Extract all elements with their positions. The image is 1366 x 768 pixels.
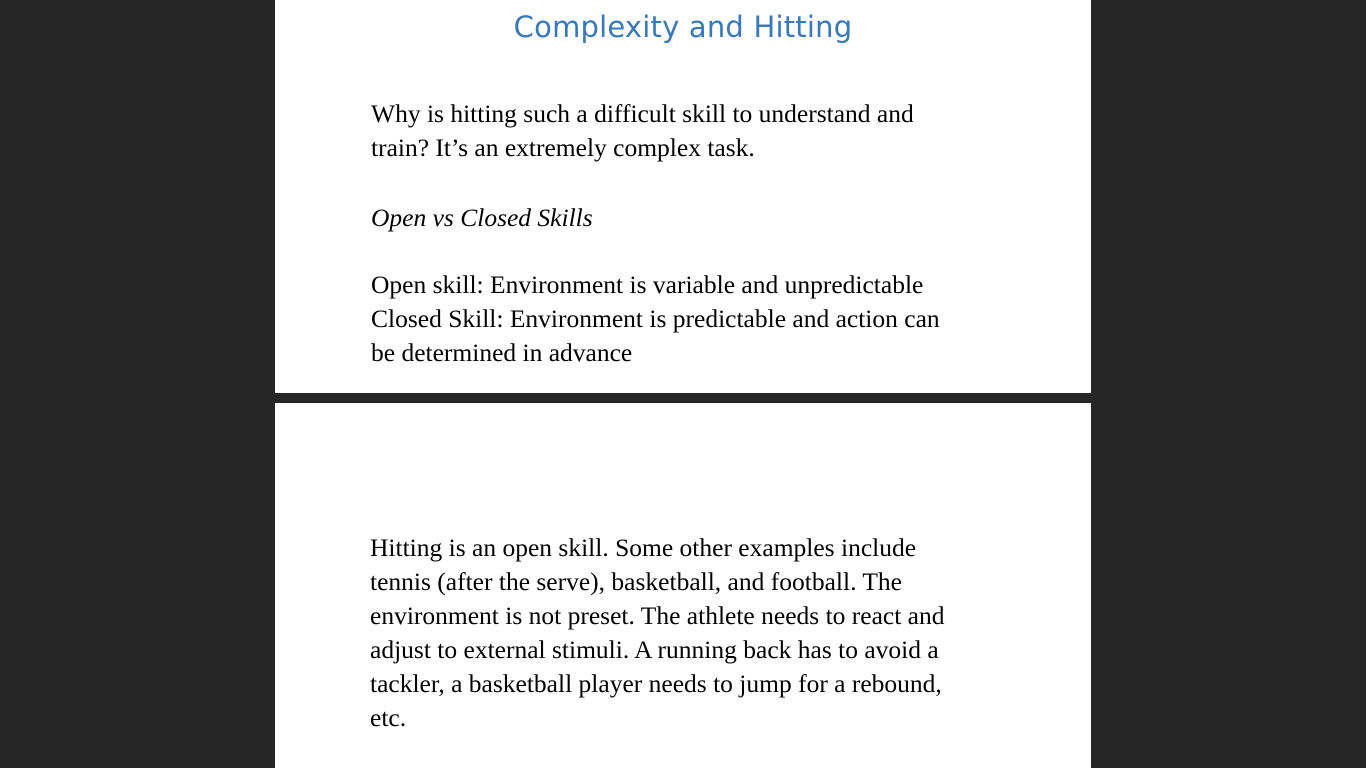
paragraph-line: environment is not preset. The athlete needs to react and xyxy=(370,601,945,630)
definitions-paragraph xyxy=(371,268,991,370)
paragraph-line: tennis (after the serve), basketball, and football. The xyxy=(370,567,903,596)
intro-line-2: train? It’s an extremely complex task. xyxy=(371,133,755,162)
paragraph-line: tackler, a basketball player needs to jump for a rebound, xyxy=(370,669,942,698)
paragraph-line: adjust to external stimuli. A running back has to avoid a xyxy=(370,635,939,664)
closed-skill-definition-line-2: be determined in advance xyxy=(371,338,633,367)
section-subheading: Open vs Closed Skills xyxy=(371,203,593,232)
page-title: Complexity and Hitting xyxy=(513,10,853,44)
intro-line-1: Why is hitting such a difficult skill to understand and xyxy=(371,99,914,128)
document-page-1 xyxy=(275,0,1091,393)
document-page-2 xyxy=(275,403,1091,768)
open-skill-examples-paragraph xyxy=(370,531,990,735)
intro-paragraph xyxy=(371,97,991,165)
open-skill-definition: Open skill: Environment is variable and unpredictable xyxy=(371,270,924,299)
paragraph-line: etc. xyxy=(370,703,407,732)
paragraph-line: Hitting is an open skill. Some other examples include xyxy=(370,533,917,562)
closed-skill-definition-line-1: Closed Skill: Environment is predictable and action can xyxy=(371,304,940,333)
